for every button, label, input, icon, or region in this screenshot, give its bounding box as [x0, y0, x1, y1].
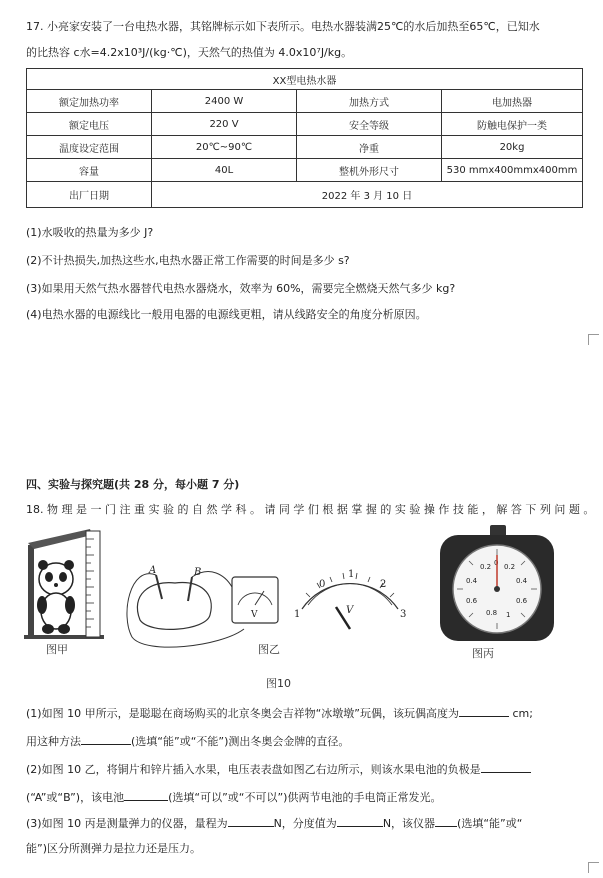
q17-line1: 17. 小亮家安装了一台电热水器，其铭牌标示如下表所示。电热水器装满25℃的水后加热至65℃，已知水 — [26, 20, 540, 33]
dial-symbol: V — [346, 605, 354, 616]
figure-10 — [20, 525, 590, 695]
answer-blank[interactable] — [228, 816, 274, 827]
q18-p3a-pre: (3)如图 10 丙是测量弹力的仪器，量程为 — [26, 817, 228, 830]
spec-cell: 加热方式 — [297, 90, 442, 113]
spec-cell: 2400 W — [152, 90, 297, 113]
q18-p1b-pre: 用这种方法 — [26, 735, 81, 748]
gauge-number: 0.4 — [516, 577, 528, 585]
spec-cell: 净重 — [297, 136, 442, 159]
spec-table-title: XX型电热水器 — [27, 69, 583, 90]
gauge-number: 0 — [494, 559, 499, 567]
spec-cell: 温度设定范围 — [27, 136, 152, 159]
scale-label-3: 3 — [400, 609, 407, 620]
side-label-1: 1 — [294, 609, 301, 620]
q18-p1a-unit: cm; — [512, 707, 533, 720]
answer-blank[interactable] — [459, 706, 509, 717]
q18-p3a-mid1: N，分度值为 — [273, 817, 337, 830]
scale-label-0: 0 — [319, 579, 326, 590]
q17-sub4: (4)电热水器的电源线比一般用电器的电源线更粗，请从线路安全的角度分析原因。 — [26, 308, 427, 321]
gauge-number: 0.2 — [504, 563, 516, 571]
fruit — [137, 583, 211, 630]
gauge-number: 0.8 — [486, 609, 498, 617]
spec-cell: 220 V — [152, 113, 297, 136]
page-corner-mark — [588, 862, 599, 873]
q18-p1a-text: (1)如图 10 甲所示，是聪聪在商场购买的北京冬奥会吉祥物“冰墩墩”玩偶，该玩偶高度为 — [26, 707, 459, 720]
page-corner-mark — [588, 334, 599, 345]
q18-p2b-pre: (“A”或“B”)，该电池 — [26, 791, 125, 804]
spec-cell: 530 mmx400mmx400mm — [442, 159, 583, 182]
spec-cell: 40L — [152, 159, 297, 182]
q18-p3-line1 — [26, 816, 522, 831]
q17-sub3: (3)如果用天然气热水器替代电热水器烧水，效率为 60%，需要完全燃烧天然气多少 kg? — [26, 282, 456, 295]
set-square — [28, 529, 92, 549]
figure-jia — [24, 529, 104, 639]
q18-p3a-post: (选填“能”或“ — [457, 817, 523, 830]
voltmeter-symbol: V — [251, 610, 258, 620]
answer-blank[interactable] — [337, 816, 383, 827]
panda-toy — [37, 560, 75, 634]
spec-cell: 20kg — [442, 136, 583, 159]
q18-p3a-mid2: N，该仪器 — [382, 817, 436, 830]
wire-b — [192, 572, 232, 587]
gauge-number: 1 — [506, 611, 511, 619]
q17-sub2: (2)不计热损失,加热这些水,电热水器正常工作需要的时间是多少 s? — [26, 254, 350, 267]
q18-p1-line2 — [26, 734, 349, 749]
spec-cell: 安全等级 — [297, 113, 442, 136]
spec-cell: 整机外形尺寸 — [297, 159, 442, 182]
q18-intro: 18. 物 理 是 一 门 注 重 实 验 的 自 然 学 科 。 请 同 学 们 根 据 掌 握 的 实 验 操 作 技 能 ， 解 答 下 列 问 题 。 — [26, 503, 595, 516]
figure-10-caption: 图10 — [266, 677, 291, 690]
answer-blank[interactable] — [124, 790, 168, 801]
gauge-number: 0.6 — [516, 597, 528, 605]
answer-blank[interactable] — [435, 816, 457, 827]
label-b: B — [194, 567, 202, 578]
gauge-number: 0.4 — [466, 577, 478, 585]
spec-cell: 电加热器 — [442, 90, 583, 113]
scale-label-1: 1 — [348, 569, 355, 580]
voltmeter-dial — [294, 569, 406, 629]
spec-cell: 额定电压 — [27, 113, 152, 136]
figure-jia-caption: 图甲 — [46, 643, 68, 656]
spec-cell: 出厂日期 — [27, 182, 152, 208]
section-heading: 四、实验与探究题(共 28 分，每小题 7 分) — [26, 478, 240, 491]
figure-bing-caption: 图丙 — [472, 647, 494, 660]
q18-p2b-post: (选填“可以”或“不可以”)供两节电池的手电筒正常发光。 — [168, 791, 442, 804]
spec-cell: 额定加热功率 — [27, 90, 152, 113]
q18-p2-line2 — [26, 790, 441, 805]
answer-blank[interactable] — [81, 734, 131, 745]
figure-yi — [127, 565, 278, 647]
q18-p2-line1 — [26, 762, 531, 777]
q18-p1-line1 — [26, 706, 533, 721]
spec-cell: 容量 — [27, 159, 152, 182]
gauge-number: 0.2 — [480, 563, 492, 571]
q18-p3-line2: 能”)区分所测弹力是拉力还是压力。 — [26, 842, 201, 855]
scale-label-2: 2 — [380, 579, 387, 590]
q18-p2a-text: (2)如图 10 乙，将铜片和锌片插入水果，电压表表盘如图乙右边所示，则该水果电池的负极是 — [26, 763, 481, 776]
ruler-stand — [28, 545, 34, 637]
spec-table — [26, 68, 583, 208]
figure-bing — [440, 525, 554, 641]
label-a: A — [149, 565, 157, 576]
spec-cell: 防触电保护一类 — [442, 113, 583, 136]
q17-sub1: (1)水吸收的热量为多少 J? — [26, 226, 154, 239]
q18-p1b-post: (选填“能”或“不能”)测出冬奥会金牌的直径。 — [131, 735, 350, 748]
q17-line2: 的比热容 c水=4.2x10³J/(kg·℃)，天然气的热值为 4.0x10⁷J/kg。 — [26, 46, 353, 59]
figure-yi-caption: 图乙 — [258, 643, 280, 656]
spec-cell: 2022 年 3 月 10 日 — [152, 182, 583, 208]
gauge-number: 0.6 — [466, 597, 478, 605]
spec-cell: 20℃~90℃ — [152, 136, 297, 159]
answer-blank[interactable] — [481, 762, 531, 773]
